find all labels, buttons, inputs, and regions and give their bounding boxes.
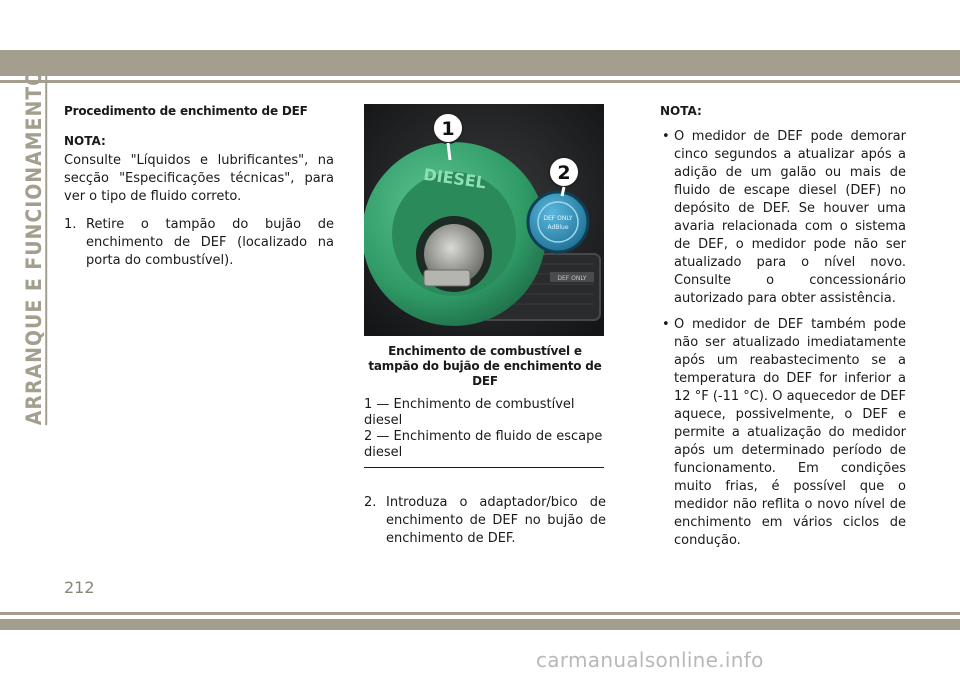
column-middle	[364, 104, 606, 548]
bullet-text: O medidor de DEF também pode não ser atualizado imediatamente após um reabastecimento se a temperatura do DEF for inferior a 12 °F (-11 °C). O aquecedor de DEF aquece, possivelmente, o DEF e permite a atualização do medidor após um determinado período de funcionamento. Em condições muito frias, é possível que o medidor não reflita o novo nível de enchimento em vários ciclos de condução.	[674, 317, 906, 548]
bullet-item	[660, 128, 906, 308]
legend-item-1: 1 — Enchimento de combustível diesel	[364, 397, 575, 428]
def-cap-text: DEF ONLY	[543, 215, 573, 222]
procedure-heading: Procedimento de enchimento de DEF	[64, 104, 308, 118]
note-label-right: NOTA:	[660, 104, 702, 118]
bullet-item	[660, 316, 906, 550]
note-text: Consulte "Líquidos e lubrificantes", na secção "Especificações técnicas", para ver o tipo de fluido correto.	[64, 153, 334, 204]
column-left	[64, 102, 334, 270]
step-1	[64, 216, 334, 270]
callout-2-leader	[562, 187, 564, 196]
callout-1-leader	[448, 143, 450, 160]
def-cap	[528, 192, 588, 252]
step-2-text: Introduza o adaptador/bico de enchimento de DEF no bujão de enchimento de DEF.	[386, 495, 606, 546]
section-side-tab	[14, 68, 54, 426]
legend-item-2: 2 — Enchimento de fluido de escape diesel	[364, 429, 603, 460]
page-number: 212	[64, 578, 95, 597]
figure-legend	[364, 397, 606, 461]
bullet-marker: •	[662, 129, 670, 144]
def-cap-text-2: AdBlue	[547, 224, 569, 231]
fuel-filler-illustration	[364, 104, 604, 336]
diesel-label: DIESEL	[422, 164, 488, 193]
callout-2-number: 2	[557, 162, 571, 184]
footer-rule	[0, 612, 960, 615]
callout-1-number: 1	[441, 118, 455, 140]
header-rule	[0, 80, 960, 83]
watermark: carmanualsonline.info	[536, 648, 764, 672]
bullet-marker: •	[662, 317, 670, 332]
footer-band	[0, 619, 960, 630]
panel-label-text: DEF ONLY	[557, 275, 587, 282]
column-right	[660, 102, 906, 550]
section-title: ARRANQUE E FUNCIONAMENTO	[22, 68, 46, 426]
step-1-text: Retire o tampão do bujão de enchimento de DEF (localizado na porta do combustível).	[86, 217, 334, 268]
fuel-filler-photo	[364, 104, 604, 336]
step-2	[364, 494, 606, 548]
header-band	[0, 50, 960, 76]
diesel-flap-tab	[424, 270, 470, 286]
step-1-number: 1.	[64, 217, 77, 232]
figure-caption: Enchimento de combustível e tampão do bujão de enchimento de DEF	[368, 344, 602, 388]
step-2-number: 2.	[364, 495, 377, 510]
note-label: NOTA:	[64, 134, 106, 148]
bullet-text: O medidor de DEF pode demorar cinco segundos a atualizar após a adição de um galão ou mais de fluido de escape diesel (DEF) no depósito de DEF. Se houver uma avaria relacionada com o sistema de DEF, o medidor pode não ser atualizado para o nível novo. Consulte o concessionário autorizado para obter assistência.	[674, 129, 906, 306]
legend-rule	[364, 467, 604, 468]
